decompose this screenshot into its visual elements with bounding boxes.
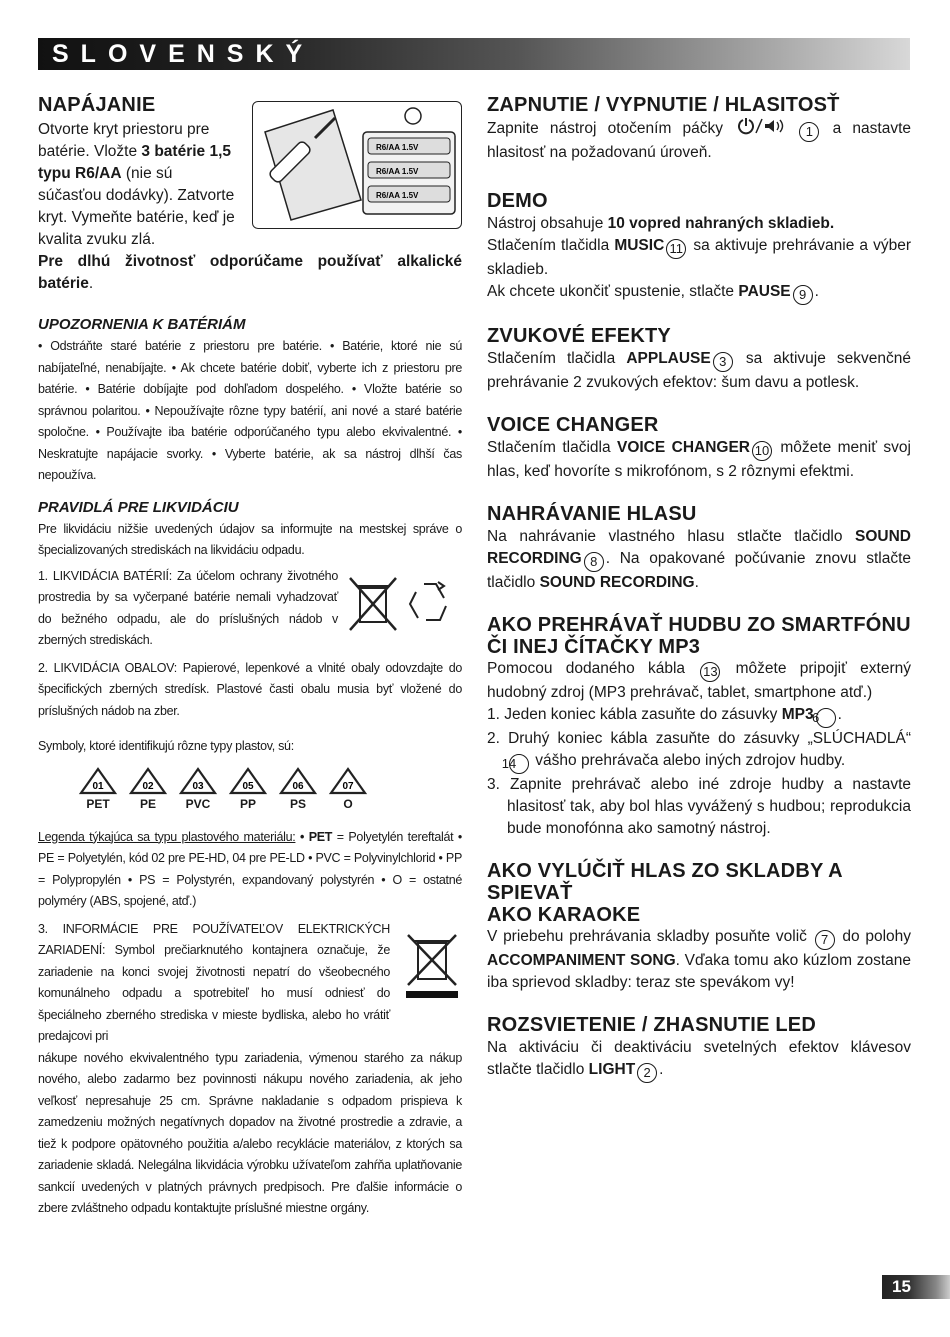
battery-warnings-text: • Odstráňte staré batérie z priestoru pre batérie. • Batérie, ktoré nie sú nabíjateľné, nenabíjajte. • Ak chcete batérie dobiť, vyberte ich z priestoru pre batérie. • Batérie dobíjajte pod dohľadom dospelého. • Vložte batérie so správnou polaritou. • Nepoužívajte rôzne typy batérií, ani nové a staré batérie spoločne. • Používajte iba batérie odporúčaného typu alebo ekvivalentné. • Neskratujte napájacie svorky. • Vyberte batérie, ak sa nástroj dlhší čas nepoužíva. xyxy=(38,339,462,482)
weee-info-block xyxy=(38,919,462,1220)
smartphone-text-1: Pomocou dodaného kábla xyxy=(487,660,699,677)
plastic-code: 05 xyxy=(242,780,254,792)
recycle-triangle-icon xyxy=(278,766,318,796)
plastic-code: 07 xyxy=(342,780,354,792)
callout-number: 1 xyxy=(799,122,819,142)
voice-changer-text xyxy=(487,437,911,483)
plastic-symbols-row xyxy=(38,766,462,813)
recycle-arrows-icon xyxy=(410,582,446,620)
callout-number: 2 xyxy=(637,1063,657,1083)
plastic-name: PS xyxy=(289,796,306,811)
sound-recording-button-label-2: SOUND RECORDING xyxy=(539,574,695,591)
karaoke-heading xyxy=(487,860,911,926)
power-volume-heading: ZAPNUTIE / VYPNUTIE / HLASITOSŤ xyxy=(487,94,840,116)
sound-effects-text xyxy=(487,348,911,394)
applause-button-label: APPLAUSE xyxy=(626,350,711,367)
plastic-symbol-o xyxy=(326,766,370,811)
voice-recording-text xyxy=(487,526,911,594)
power-heading: NAPÁJANIE xyxy=(38,94,156,116)
voice-recording-text-1: Na nahrávanie vlastného hlasu stlačte tlačidlo xyxy=(487,528,856,545)
plastic-legend-pet: • PET xyxy=(295,829,333,844)
disposal-heading: PRAVIDLÁ PRE LIKVIDÁCIU xyxy=(38,498,239,516)
demo-text-1: Nástroj obsahuje xyxy=(487,215,608,232)
plastic-symbol-pp xyxy=(226,766,270,811)
smartphone-heading-1: AKO PREHRÁVAŤ HUDBU ZO SMARTFÓNU xyxy=(487,614,911,636)
plastic-symbol-pvc xyxy=(176,766,220,811)
smartphone-step-1 xyxy=(487,704,911,728)
callout-number: 6 xyxy=(816,708,836,728)
recycle-triangle-icon xyxy=(328,766,368,796)
recycle-triangle-icon xyxy=(78,766,118,796)
demo-text xyxy=(487,213,911,305)
demo-text-4: Ak chcete ukončiť spustenie, stlačte xyxy=(487,283,739,300)
pause-button-label: PAUSE xyxy=(738,283,791,300)
callout-number: 10 xyxy=(752,441,772,461)
power-text-2: (nie sú súčasťou dodávky). Zatvorte kryt. Vymeňte batérie, keď je kvalita zvuku zlá. xyxy=(38,165,235,248)
plastic-name: PP xyxy=(239,796,256,811)
recycle-triangle-icon xyxy=(228,766,268,796)
plastic-name: PVC xyxy=(185,796,211,811)
sound-effects-heading: ZVUKOVÉ EFEKTY xyxy=(487,325,671,347)
power-volume-icon xyxy=(734,117,786,135)
smartphone-step-2 xyxy=(487,728,911,774)
callout-number: 13 xyxy=(700,662,720,682)
recycle-triangle-icon xyxy=(128,766,168,796)
power-volume-text-1: Zapnite nástroj otočením páčky xyxy=(487,120,735,137)
smartphone-intro xyxy=(487,658,911,704)
crossed-bin-icon xyxy=(350,578,396,630)
page-number: 15 xyxy=(882,1275,950,1299)
voice-changer-heading: VOICE CHANGER xyxy=(487,414,659,436)
plastic-legend-title: Legenda týkajúca sa typu plastového materiálu: xyxy=(38,829,296,844)
plastic-legend-text: = Polyetylén tereftalát • PE = Polyetylén, kód 02 pre PE-HD, 04 pre PE-LD • PVC = Polyvinylchlorid • PP = Polypropylén • PS = Polystyrén, expandovaný polystyrén • O = ostatné polyméry (ABS, spojené, atď.) xyxy=(38,829,462,908)
plastic-code: 02 xyxy=(142,780,154,792)
voice-recording-text-2: . Na opakované počúvanie znovu stlačte tlačidlo xyxy=(487,550,911,591)
karaoke-text-3: . Vďaka tomu ako kúzlom zostane iba sprievod skladby: teraz ste spevákom vy! xyxy=(487,952,911,991)
callout-number: 11 xyxy=(666,239,686,259)
demo-text-end: . xyxy=(814,283,819,300)
plastic-symbols-intro: Symboly, ktoré identifikujú rôzne typy plastov, sú: xyxy=(38,739,294,753)
voice-changer-button-label: VOICE CHANGER xyxy=(616,439,750,456)
recycle-triangle-icon xyxy=(178,766,218,796)
smartphone-steps xyxy=(487,704,911,840)
left-column xyxy=(38,90,462,1220)
weee-info-text-1: 3. INFORMÁCIE PRE POUŽÍVATEĽOV ELEKTRICKÝCH ZARIADENÍ: Symbol prečiarknutého kontajnera označuje, že zariadenie na konci svojej životnosti nepatrí do všeobecného komunálneho odpadu a spotrebiteľ ho musí odniesť do špeciálneho zberného strediska v mieste bydliska, alebo ho vrátiť predajcovi pri xyxy=(38,921,390,1043)
voice-changer-text-2: môžete meniť svoj hlas, keď hovoríte s mikrofónom, s 2 rôznymi efektmi. xyxy=(487,439,911,480)
callout-number: 9 xyxy=(793,285,813,305)
power-section xyxy=(38,94,462,294)
plastic-name: O xyxy=(343,796,353,811)
weee-and-recycle-icons xyxy=(346,574,462,638)
packaging-disposal-text: 2. LIKVIDÁCIA OBALOV: Papierové, lepenkové a vlnité obaly odovzdajte do špecifických zberných stredísk. Plastové časti obalu musia byť vložené do príslušných nádob na zber. xyxy=(38,660,462,718)
callout-number: 14 xyxy=(509,754,529,774)
sound-effects-text-1: Stlačením tlačidla xyxy=(487,350,627,367)
karaoke-text-1: V priebehu prehrávania skladby posuňte volič xyxy=(487,928,813,945)
plastic-symbol-pet xyxy=(76,766,120,811)
battery-compartment-icon xyxy=(253,102,463,230)
plastic-legend xyxy=(38,827,462,913)
karaoke-heading-1: AKO VYLÚČIŤ HLAS ZO SKLADBY A SPIEVAŤ xyxy=(487,860,843,904)
light-button-label: LIGHT xyxy=(588,1061,636,1078)
led-text-end: . xyxy=(659,1061,664,1078)
smartphone-heading-2: ČI INEJ ČÍTAČKY MP3 xyxy=(487,636,701,658)
karaoke-heading-2: AKO KARAOKE xyxy=(487,904,641,926)
power-text-1: Otvorte kryt priestoru pre batérie. Vložte xyxy=(38,121,210,160)
step-text-end: . xyxy=(837,706,842,723)
demo-text-2: Stlačením tlačidla xyxy=(487,237,615,254)
voice-recording-heading: NAHRÁVANIE HLASU xyxy=(487,503,697,525)
plastic-code: 06 xyxy=(292,780,304,792)
karaoke-text xyxy=(487,926,911,994)
power-tip xyxy=(38,251,462,295)
battery-label-3: R6/AA 1.5V xyxy=(376,191,419,200)
led-heading: ROZSVIETENIE / ZHASNUTIE LED xyxy=(487,1014,816,1036)
step-text-end: vášho prehrávača alebo iných zdrojov hudby. xyxy=(531,752,846,769)
music-button-label: MUSIC xyxy=(614,237,665,254)
plastic-name: PE xyxy=(139,796,156,811)
led-text xyxy=(487,1037,911,1083)
crossed-bin-icon xyxy=(402,931,462,999)
sound-recording-button-label: SOUND RECORDING xyxy=(487,528,911,567)
sound-effects-text-2: sa aktivuje sekvenčné prehrávanie 2 zvukových efektov: šum davu a potlesk. xyxy=(487,350,911,391)
led-text-1: Na aktiváciu či deaktiváciu svetelných efektov klávesov stlačte tlačidlo xyxy=(487,1039,911,1078)
plastic-code: 03 xyxy=(192,780,204,792)
battery-label-1: R6/AA 1.5V xyxy=(376,143,419,152)
power-text-bold-1: 3 batérie 1,5 typu R6/AA xyxy=(38,143,232,182)
demo-text-bold: 10 vopred nahraných skladieb. xyxy=(607,215,835,232)
battery-disposal-text: 1. LIKVIDÁCIA BATÉRIÍ: Za účelom ochrany životného prostredia by sa vyčerpané batérie nemali vyhadzovať do bežného odpadu, ale do príslušných nádob v zberných strediskách. xyxy=(38,568,338,647)
power-volume-text-2: a nastavte hlasitosť na požadovanú úroveň. xyxy=(487,120,911,161)
demo-heading: DEMO xyxy=(487,190,548,212)
weee-info-text-2: nákupe nového ekvivalentného typu zariadenia, výmenou starého za nákup nového, alebo zadarmo bez povinnosti nákupu nového zariadenia, ak jeho veľkosť nepresahuje 25 cm. Správne nakladanie s odpadom prispieva k zamedzeniu možných negatívnych dopadov na životné prostredie a zdravie, a tiež k podpore opätovného použitia a/alebo recyklácie materiálov, z ktorých sa zariadenie skladá. Nelegálna likvidácia výrobku užívateľom zahŕňa uplatňovanie sankcií uvedených v platných právnych predpisoch. Pre ďalšie informácie o zbere zvláštneho odpadu kontaktujte príslušné miestne orgány. xyxy=(38,1050,462,1215)
accompaniment-song-label: ACCOMPANIMENT SONG xyxy=(487,952,676,969)
battery-warnings-heading: UPOZORNENIA K BATÉRIÁM xyxy=(38,316,246,333)
page-language-title: SLOVENSKÝ xyxy=(52,40,315,68)
smartphone-heading xyxy=(487,614,911,658)
power-text xyxy=(38,119,240,251)
smartphone-text-2: môžete pripojiť externý hudobný zdroj (MP3 prehrávač, tablet, smartphone atď.) xyxy=(487,660,912,701)
plastic-code: 01 xyxy=(92,780,104,792)
mp3-socket-label: MP3 xyxy=(781,706,814,723)
disposal-intro: Pre likvidáciu nižšie uvedených údajov sa informujte na mestskej správe o špecializovaných strediskách na likvidáciu odpadu. xyxy=(38,521,462,557)
battery-illustration xyxy=(252,101,462,229)
right-column xyxy=(487,90,911,1083)
callout-number: 8 xyxy=(584,552,604,572)
callout-number: 3 xyxy=(713,352,733,372)
step-text: 2. Druhý koniec kábla zasuňte do zásuvky „SLÚCHADLÁ“ xyxy=(487,730,911,747)
voice-changer-text-1: Stlačením tlačidla xyxy=(487,439,617,456)
power-volume-text xyxy=(487,117,911,164)
battery-label-2: R6/AA 1.5V xyxy=(376,167,419,176)
callout-number: 7 xyxy=(815,930,835,950)
power-tip-bold: Pre dlhú životnosť odporúčame používať alkalické batérie xyxy=(38,253,462,292)
step-text: 1. Jeden koniec kábla zasuňte do zásuvky xyxy=(487,706,782,723)
plastic-name: PET xyxy=(86,796,110,811)
karaoke-text-2: do polohy xyxy=(836,928,911,945)
voice-recording-text-end: . xyxy=(694,574,699,591)
smartphone-step-3: 3. Zapnite prehrávač alebo iné zdroje hudby a nastavte hlasitosť tak, aby bol hlas vyvážený s hudbou; reprodukcia bude monofónna ako samotný nástroj. xyxy=(487,776,911,837)
demo-text-3: sa aktivuje prehrávanie a výber skladieb. xyxy=(487,237,911,278)
plastic-symbol-ps xyxy=(276,766,320,811)
plastic-symbol-pe xyxy=(126,766,170,811)
power-tip-end: . xyxy=(88,275,94,292)
battery-disposal-block xyxy=(38,566,462,652)
